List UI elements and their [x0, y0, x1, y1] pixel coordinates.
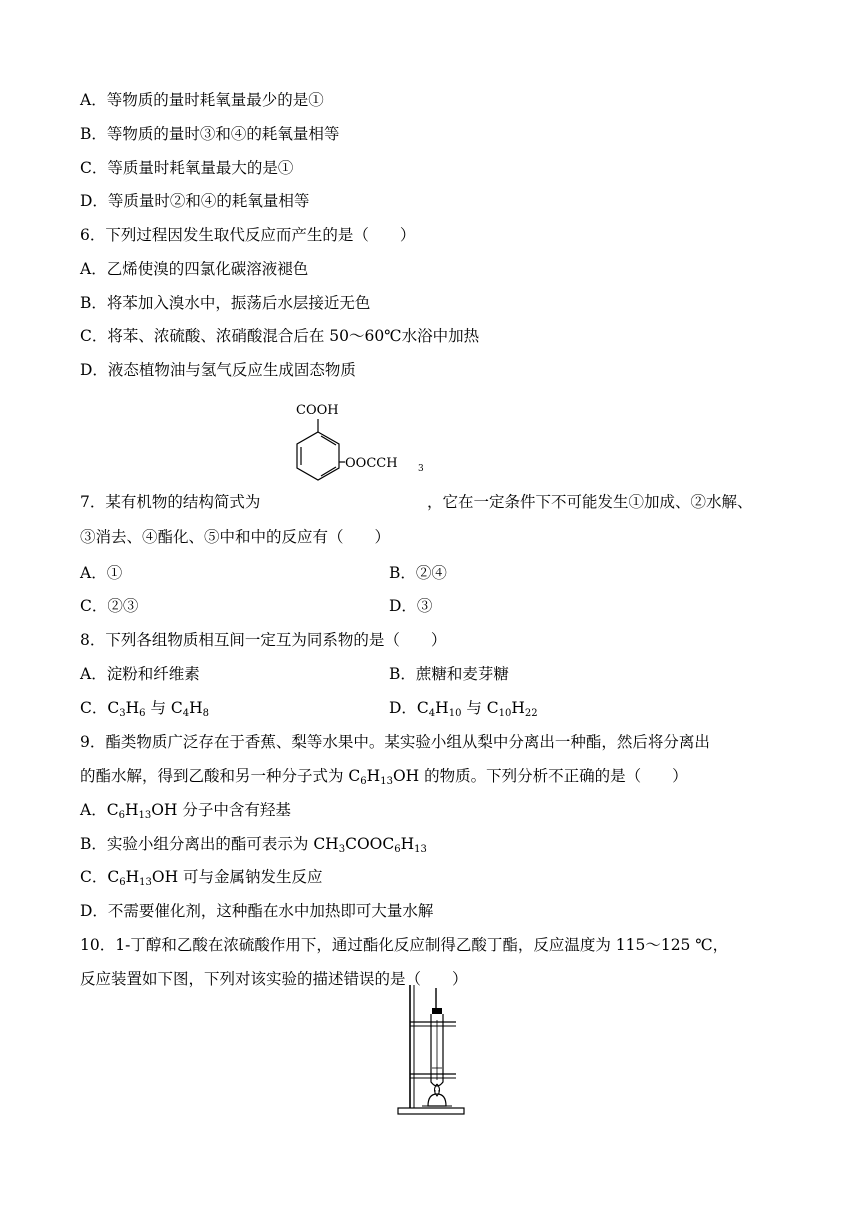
q10-stem-line2: 反应装置如下图，下列对该实验的描述错误的是（ ）: [80, 970, 468, 988]
q6-option-a: A．乙烯使溴的四氯化碳溶液褪色: [80, 260, 309, 278]
aspirin-structure-diagram: [277, 392, 427, 484]
q8-option-a: A．淀粉和纤维素: [80, 665, 200, 683]
q8-option-c: C．$C_3H_6$ 与 $C_4H_8$: [80, 699, 210, 719]
q6-option-b: B．将苯加入溴水中，振荡后水层接近无色: [80, 294, 371, 312]
q8-option-b: B．蔗糖和麦芽糖: [389, 665, 509, 683]
q7-stem-suffix: ，它在一定条件下不可能发生①加成、②水解、: [427, 493, 753, 511]
q5-option-d: D．等质量时②和④的耗氧量相等: [80, 192, 310, 210]
q7-option-a: A．①: [80, 564, 123, 582]
reaction-apparatus-diagram: [396, 980, 466, 1120]
structure-ooc-label: OOCCH: [345, 456, 398, 471]
q5-option-c: C．等质量时耗氧量最大的是①: [80, 159, 294, 177]
q5-option-a: A．等物质的量时耗氧量最少的是①: [80, 91, 324, 109]
q7-option-b: B．②④: [389, 564, 447, 582]
q9-stem-line2: 的酯水解，得到乙酸和另一种分子式为 $C_6H_{13}OH$ 的物质。下列分析不正确的是（ ）: [80, 767, 688, 787]
q5-option-b: B．等物质的量时③和④的耗氧量相等: [80, 125, 340, 143]
q7-option-d: D．③: [389, 597, 433, 615]
q7-stem-line2: ③消去、④酯化、⑤中和中的反应有（ ）: [80, 528, 391, 546]
q7-stem-prefix: 7．某有机物的结构简式为: [80, 493, 261, 511]
q9-option-c: C．$C_6H_{13}OH$ 可与金属钠发生反应: [80, 868, 323, 888]
q9-option-d: D．不需要催化剂，这种酯在水中加热即可大量水解: [80, 902, 434, 920]
structure-ch3-subscript: 3: [418, 464, 424, 474]
q9-stem-line1: 9．酯类物质广泛存在于香蕉、梨等水果中。某实验小组从梨中分离出一种酯，然后将分离出: [80, 733, 710, 751]
q8-options-row1: [80, 664, 509, 684]
q7-stem-line1: [80, 492, 753, 512]
q9-option-b: B．实验小组分离出的酯可表示为 $CH_3COOC_6H_{13}$: [80, 835, 427, 855]
structure-cooh-label: COOH: [296, 403, 339, 418]
q6-option-d: D．液态植物油与氢气反应生成固态物质: [80, 361, 356, 379]
q9-option-a: A．$C_6H_{13}OH$ 分子中含有羟基: [80, 801, 291, 821]
q8-options-row2: [80, 698, 538, 719]
q8-stem: 8．下列各组物质相互间一定互为同系物的是（ ）: [80, 631, 447, 649]
q6-stem: 6．下列过程因发生取代反应而产生的是（ ）: [80, 226, 416, 244]
q7-options-row2: [80, 596, 433, 616]
q10-stem-line1: 10．1-丁醇和乙酸在浓硫酸作用下，通过酯化反应制得乙酸丁酯，反应温度为 115～125 ℃，: [80, 936, 729, 954]
q7-options-row1: [80, 563, 447, 583]
q6-option-c: C．将苯、浓硫酸、浓硝酸混合后在 50～60℃水浴中加热: [80, 327, 480, 345]
q7-option-c: C．②③: [80, 597, 139, 615]
q8-option-d: D．$C_4H_{10}$ 与 $C_{10}H_{22}$: [389, 699, 538, 719]
